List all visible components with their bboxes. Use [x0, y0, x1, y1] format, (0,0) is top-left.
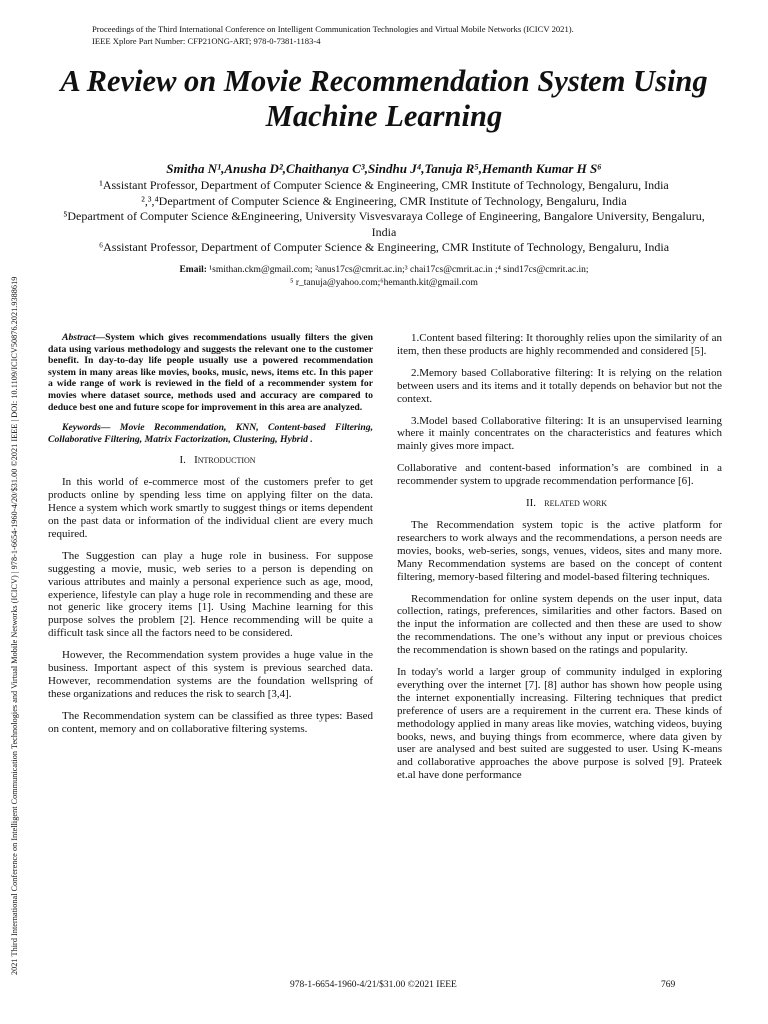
filter-type-2: 2.Memory based Collaborative filtering: It is relying on the relation between users and its items and it totally depends on behavior but not the context. [397, 366, 722, 405]
email-label: Email: [179, 265, 207, 275]
keywords [48, 422, 373, 445]
right-column [397, 332, 722, 791]
author-list: Smitha N¹,Anusha D²,Chaithanya C³,Sindhu J⁴,Tanuja R⁵,Hemanth Kumar H S⁶ [166, 161, 602, 176]
related-paragraph-2: Recommendation for online system depends on the user input, data collection, ratings, preferences, similarities and other factors. Based on the input the information are collected and then these are used to show the recommendations. The one’s without any input or previous choices the recommendation is shown based on the ratings and popularity. [397, 592, 722, 657]
abstract [48, 332, 373, 413]
header-line-1: Proceedings of the Third International Conference on Intelligent Communication Technologies and Virtual Mobile Networks (ICICV 2021). [92, 24, 574, 34]
header-line-2: IEEE Xplore Part Number: CFP21ONG-ART; 978-0-7381-1183-4 [92, 35, 321, 46]
filter-type-3: 3.Model based Collaborative filtering: It is an unsupervised learning where it mainly concentrates on the characteristics and features which mainly gives more impact. [397, 414, 722, 453]
email-line-2: ⁵ r_tanuja@yahoo.com;⁶hemanth.kit@gmail.com [290, 277, 478, 288]
abstract-text: —System which gives recommendations usually filters the given data using various methodology and suggests the relevant one to the customer benefit. In day-to-day life people usually use a powered recommendation system in many areas like movies, books, music, news, items etc. In this paper a wide range of work is reviewed in the field of a recommender system for movies where dataset source, methods used and accuracy are compared to deduce best one and future scope for improvement in this area are analyzed. [48, 332, 373, 413]
email-line-1: ¹smithan.ckm@gmail.com; ²anus17cs@cmrit.ac.in;³ chai17cs@cmrit.ac.in ;⁴ sind17cs@cmrit.ac.in; [209, 265, 589, 275]
side-citation: 2021 Third International Conference on Intelligent Communication Technologies and Virtual Mobile Networks (ICICV) | 978-1-6654-1960-4/20/$31.00 ©2021 IEEE | DOI: 10.1109/ICICV50876.2021.9388619 [10, 276, 19, 975]
related-paragraph-3: In today's world a larger group of community indulged in exploring everything over the internet [7]. [8] author has shown how people using the internet exponentially increasing. Filtering techniques that predict preference of users are a requirement in the current era. These kinds of methodology applied in many areas like movies, watching videos, buying books, news, and buying things from ecommerce, where data given by user are analysed and best suited are suggested to user. Using K-means and collaborative approaches the above purpose is solved [9]. Prateek et.al have done performance [397, 666, 722, 782]
affiliations [60, 178, 708, 256]
keywords-label: Keywords— [62, 422, 111, 434]
footer-copyright: 978-1-6654-1960-4/21/$31.00 ©2021 IEEE [290, 980, 457, 990]
intro-paragraph-4: The Recommendation system can be classified as three types: Based on content, memory and on collaborative filtering systems. [48, 709, 373, 735]
keywords-text: Movie Recommendation, KNN, Content-based Filtering, Collaborative Filtering, Matrix Factorization, Clustering, Hybrid . [48, 422, 373, 445]
left-column [48, 332, 373, 745]
intro-paragraph-2: The Suggestion can play a huge role in business. For suppose suggesting a movie, music, web series to a person is depending on various attributes and mainly a personal experience such as age, mood, experience, lifestyle can play a huge role in recommending and these are not generic like grocery items [1]. Using Machine learning for this purpose solves the problem [2]. Hence recommending will be quite a difficult task since all the factors need to be considered. [48, 549, 373, 640]
email-block [60, 264, 708, 289]
conference-header [92, 24, 574, 47]
intro-paragraph-1: In this world of e-commerce most of the customers prefer to get products online by spending less time on applying filter on the data. Hence a system which work smartly to suggest things or items dependent on the past data or information of the individual client are every much required. [48, 476, 373, 540]
intro-paragraph-3: However, the Recommendation system provides a huge value in the business. Important aspect of this system is previous searched data. However, recommendation systems are the foundation wellspring of these organizations and reduces the risk to search [3,4]. [48, 649, 373, 700]
hybrid-paragraph: Collaborative and content-based information’s are combined in a recommender system to upgrade recommendation performance [6]. [397, 462, 722, 488]
affiliation-3: ⁵Department of Computer Science &Engineering, University Visvesvaraya College of Engineering, Bangalore University, Bengaluru, India [63, 209, 705, 239]
section-heading-introduction: I. Introduction [179, 454, 256, 467]
filter-type-1: 1.Content based filtering: It thoroughly relies upon the similarity of an item, then these products are highly recommended and considered [5]. [397, 332, 722, 357]
affiliation-1: ¹Assistant Professor, Department of Computer Science & Engineering, CMR Institute of Technology, Bengaluru, India [99, 178, 669, 192]
abstract-label: Abstract [62, 332, 96, 343]
related-paragraph-1: The Recommendation system topic is the active platform for researchers to work always and the recommendations, a person needs are movies, books, web-series, songs, venues, videos, sites and many more. Many Recommendation systems are based on the concept of content filtering, memory-based filtering and model-based filtering techniques. [397, 518, 722, 583]
page-number: 769 [661, 980, 676, 990]
affiliation-2: ²,³,⁴Department of Computer Science & Engineering, CMR Institute of Technology, Bengaluru, India [141, 193, 627, 208]
paper-title: A Review on Movie Recommendation System Using Machine Learning [60, 64, 708, 133]
section-heading-related-work: II. related work [525, 497, 608, 510]
affiliation-4: ⁶Assistant Professor, Department of Computer Science & Engineering, CMR Institute of Technology, Bengaluru, India [98, 240, 670, 254]
